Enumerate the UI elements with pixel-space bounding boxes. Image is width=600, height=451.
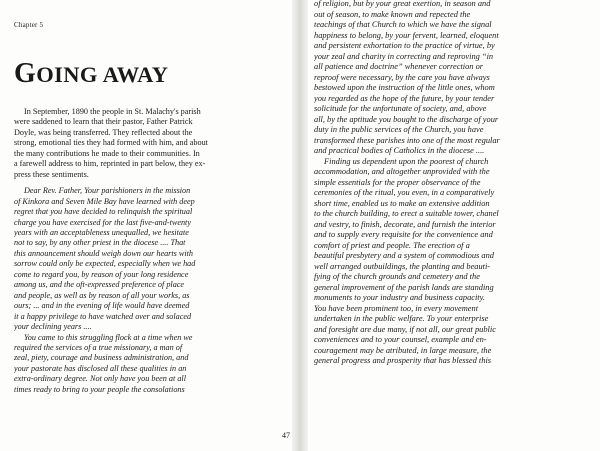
text-line: and people, as well as by reason of all your works, as <box>14 290 190 300</box>
chapter-title <box>14 58 169 89</box>
text-line: were saddened to learn that their pastor, Father Patrick <box>14 117 193 127</box>
text-line: You have been prominent too, in every movement <box>314 303 479 313</box>
text-line: In September, 1890 the people in St. Malachy's parish <box>24 107 201 116</box>
text-line: You came to this struggling flock at a time when we <box>24 332 193 342</box>
text-line: Dear Rev. Father, Your parishioners in the mission <box>24 186 191 196</box>
text-line: ours; ... and in the evening of life would have deemed <box>14 301 190 311</box>
text-line: and to supply every requisite for the convenience and <box>314 230 493 239</box>
text-line: comfort of priest and people. The erection of a <box>314 240 470 250</box>
text-line: well arranged outbuildings, the planting and beauti- <box>314 261 491 271</box>
text-line: extra-ordinary degree. Not only have you been at all <box>14 374 186 384</box>
text-line: it a happy privilege to have watched over and solaced <box>14 311 192 321</box>
text-line: beautiful presbytery and a system of commodious and <box>314 251 494 260</box>
text-line: this announcement should weigh down our hearts with <box>14 248 193 258</box>
text-line: happiness to belong, by your fervent, learned, eloquent <box>314 30 499 40</box>
text-line: all patience and doctrine” whenever correction or <box>314 62 484 71</box>
text-line: and persistent exhortation to the practice of virtue, by <box>314 41 495 50</box>
title-initial: G <box>14 58 37 89</box>
text-line: teachings of that Church to which we have the signal <box>314 20 492 29</box>
left-page <box>14 0 286 451</box>
text-line: required the services of a true missionary, a man of <box>14 342 183 352</box>
text-line: fying of the church grounds and cemetery and the <box>314 272 480 281</box>
text-line: the many contributions he made to their communities. In <box>14 148 200 158</box>
text-line: among us, and the oft-expressed preference of place <box>14 280 185 290</box>
text-line: undertaken in the public welfare. To your enterprise <box>314 314 489 323</box>
page-number: 47 <box>282 431 290 440</box>
text-line: a farewell address to him, reprinted in part below, they ex- <box>14 159 206 169</box>
text-line: duty in the public services of the Church, you have <box>314 125 484 134</box>
text-line: zeal, piety, courage and business administration, and <box>14 353 189 363</box>
right-body <box>314 0 592 367</box>
text-line: general improvement of the parish lands are standing <box>314 282 494 292</box>
text-line: bestowed upon the instruction of the little ones, whom <box>314 83 495 92</box>
text-line: your zeal and charity in correcting and reproving “in <box>314 51 494 61</box>
text-line: times ready to bring to your people the consolations <box>14 384 185 394</box>
text-line: your declining years .... <box>14 322 92 332</box>
text-line: couragement may be atributed, in large measure, the <box>314 345 492 355</box>
book-gutter <box>292 0 308 451</box>
text-line: press these sentiments. <box>14 169 89 179</box>
text-line: ceremonies of the ritual, you even, in a comparatively <box>314 188 495 197</box>
text-line: accommodation, and altogether unprovided with the <box>314 167 490 176</box>
text-line: come to regard you, by reason of your long residence <box>14 269 189 279</box>
text-line: your pastorate has disclosed all these qualities in an <box>14 363 187 373</box>
text-line: all, by the aptitude you bought to the discharge of your <box>314 114 499 124</box>
intro-paragraph <box>14 107 286 180</box>
text-line: out of season, to make known and repected the <box>314 9 471 19</box>
text-line: and foresight are due many, if not all, our great public <box>314 324 496 334</box>
left-body <box>14 107 286 395</box>
text-line: charge you have exercised for the last five-and-twenty <box>14 217 191 227</box>
chapter-label: Chapter 5 <box>14 21 44 29</box>
text-line: years with an acceptableness unequalled, we hesitate <box>14 227 189 237</box>
text-line: of religion, but by your great exertion, in season and <box>314 0 491 8</box>
text-line: Doyle, was being transferred. They reflected about the <box>14 127 193 137</box>
text-line: and vestry, to finish, decorate, and furnish the interior <box>314 219 496 229</box>
text-line: reproof were necessary, by the care you have always <box>314 72 490 82</box>
text-line: conveniences and to your counsel, example and en- <box>314 335 487 344</box>
text-line: of Kinkora and Seven Mile Bay have learned with deep <box>14 196 195 206</box>
text-line: Finding us dependent upon the poorest of church <box>324 156 489 166</box>
text-line: transformed these parishes into one of the most regular <box>314 135 500 145</box>
letter-quote <box>14 186 286 395</box>
text-line: strong, emotional ties they had formed with him, and about <box>14 138 208 148</box>
text-line: simple essentials for the proper observance of the <box>314 177 481 187</box>
text-line: solicitude for the unfortunate of society, and, above <box>314 104 487 113</box>
right-page <box>314 0 592 451</box>
text-line: to the church building, to erect a suitable tower, chanel <box>314 209 499 218</box>
text-line: monuments to your industry and business capacity. <box>314 293 485 302</box>
title-rest: OING AWAY <box>36 62 169 87</box>
text-line: you regarded as the hope of the future, by your tender <box>314 93 495 103</box>
text-line: short time, enabled us to make an extensive addition <box>314 198 490 208</box>
text-line: and practical bodies of Catholics in the diocese .... <box>314 146 485 155</box>
text-line: sorrow could only be expected, especially when we had <box>14 259 196 269</box>
text-line: regret that you have decided to relinquish the spiritual <box>14 207 193 217</box>
text-line: general progress and prosperity that has blessed this <box>314 356 492 365</box>
text-line: not to say, by any other priest in the diocese .... That <box>14 238 186 248</box>
